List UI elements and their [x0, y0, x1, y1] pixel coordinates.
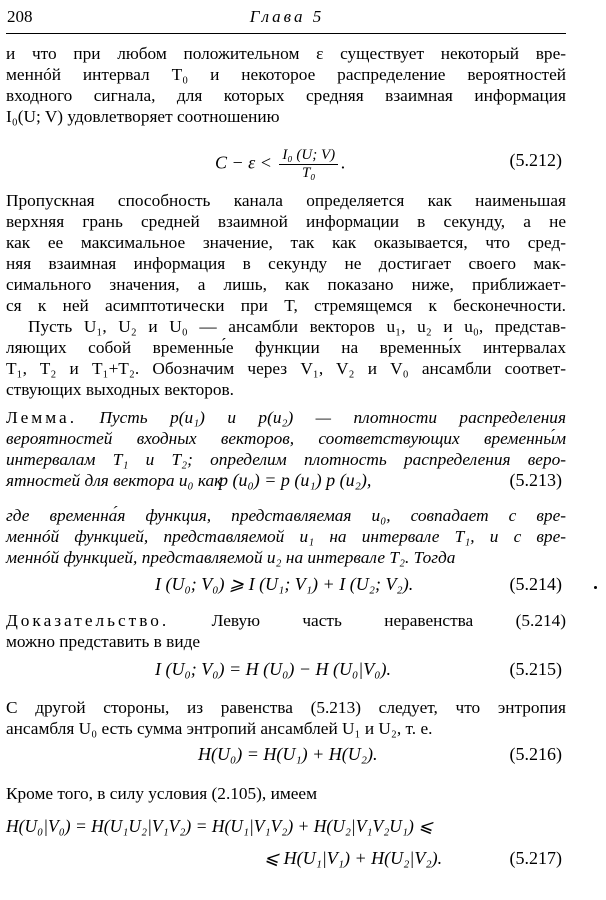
equation-tail: . — [341, 152, 346, 173]
capacity-paragraph — [6, 190, 566, 316]
text-line: симального значения, а лишь, как показано ниже, приближает- — [6, 275, 566, 294]
text-line: ятностей для вектора u₀ как — [6, 471, 223, 490]
text-line: ствующих выходных векторов. — [6, 380, 234, 399]
equation-formula: I (U₀; V₀) = H (U₀) − H (U₀|V₀). — [155, 659, 391, 679]
lemma-continuation — [6, 505, 566, 568]
intro-paragraph — [6, 43, 566, 127]
running-header — [7, 7, 567, 31]
equation-5-214 — [0, 570, 566, 600]
text-line: интервалам T₁ и T₂; определим плотность распределения веро- — [6, 450, 566, 469]
text-line: входного сигнала, для которых средняя взаимная информация — [6, 86, 566, 105]
text-line: и что при любом положительном ε существует некоторый вре- — [6, 44, 566, 63]
equation-formula — [215, 147, 346, 182]
equation-number: (5.214) — [509, 574, 562, 594]
equation-line-2: ⩽ H(U₁|V₁) + H(U₂|V₂). — [264, 848, 443, 868]
text-line: как ее максимальное значение, так как оказывается, что сред- — [6, 233, 566, 252]
other-side-paragraph — [6, 697, 566, 739]
equation-formula: H(U₀) = H(U₁) + H(U₂). — [198, 744, 378, 764]
header-rule — [6, 33, 566, 34]
text-line: С другой стороны, из равенства (5.213) следует, что энтропия — [6, 698, 566, 717]
equation-5-217 — [0, 812, 566, 882]
text-line: T₁, T₂ и T₁+T₂. Обозначим через V₁, V₂ и V₀ ансамбли соответ- — [6, 359, 566, 378]
text-line: верхняя грань средней взаимной информации в секунду, а не — [6, 212, 566, 231]
text-line: вероятностей входных векторов, соответствующих временны́м — [6, 429, 566, 448]
equation-number: (5.212) — [509, 150, 562, 170]
equation-formula: p (u₀) = p (u₁) p (u₂), — [219, 470, 372, 490]
text-line — [6, 407, 566, 428]
lemma-text: Пусть p(u₁) и p(u₂) — плотности распределения — [99, 408, 566, 427]
equation-5-216 — [0, 740, 566, 770]
proof-paragraph — [6, 610, 566, 652]
equation-5-215 — [0, 655, 566, 685]
ensembles-paragraph — [6, 316, 566, 400]
text-line: I₀(U; V) удовлетворяет соотношению — [6, 107, 280, 126]
chapter-title: Глава 5 — [249, 7, 325, 26]
text-line — [6, 610, 566, 631]
text-line: ансамбля U₀ есть сумма энтропий ансамблей U₁ и U₂, т. е. — [6, 719, 433, 738]
equation-lhs: C − ε < — [215, 152, 272, 173]
text-line: можно представить в виде — [6, 632, 201, 651]
proof-label: Доказательство. — [6, 611, 170, 630]
text-line: ляющих собой временны́е функции на временны́х интервалах — [6, 338, 566, 357]
text-line: меннóй функцией, представляемой u₂ на интервале T₂. Тогда — [6, 548, 456, 567]
text-line: Пропускная способность канала определяется как наименьшая — [6, 191, 566, 210]
equation-formula: I (U₀; V₀) ⩾ I (U₁; V₁) + I (U₂; V₂). — [155, 574, 414, 594]
besides-paragraph — [6, 783, 566, 804]
lemma-label: Лемма. — [6, 408, 78, 427]
text-line: меннóй интервал T₀ и некоторое распределение вероятностей — [6, 65, 566, 84]
fraction-denominator: T₀ — [301, 165, 316, 181]
text-line: няя взаимная информация в секунду не достигает своего мак- — [6, 254, 566, 273]
fraction-numerator: I₀ (U; V) — [279, 147, 338, 165]
text-line: ся к ней асимптотически при T, стремящемся к бесконечности. — [6, 296, 566, 315]
equation-number: (5.217) — [509, 848, 562, 868]
equation-number: (5.216) — [509, 744, 562, 764]
equation-number: (5.213) — [509, 470, 562, 490]
page-number: 208 — [7, 7, 33, 26]
equation-5-213 — [0, 466, 566, 496]
equation-5-212 — [0, 143, 566, 181]
equation-number: (5.215) — [509, 659, 562, 679]
text-line: где временна́я функция, представляемая u₀, совпадает с вре- — [6, 506, 566, 525]
text-line: Кроме того, в силу условия (2.105), имеем — [6, 784, 318, 803]
equation-line-1: H(U₀|V₀) = H(U₁U₂|V₁V₂) = H(U₁|V₁V₂) + H(U₂|V₁V₂U₁) ⩽ — [6, 816, 433, 836]
proof-text: Левую часть неравенства (5.214) — [211, 611, 566, 630]
text-line: меннóй функцией, представляемой u₁ на интервале T₁, и с вре- — [6, 527, 566, 546]
margin-speck — [594, 586, 597, 589]
text-line: Пусть U₁, U₂ и U₀ — ансамбли векторов u₁, u₂ и u₀, представ- — [28, 317, 566, 336]
fraction — [279, 147, 338, 182]
